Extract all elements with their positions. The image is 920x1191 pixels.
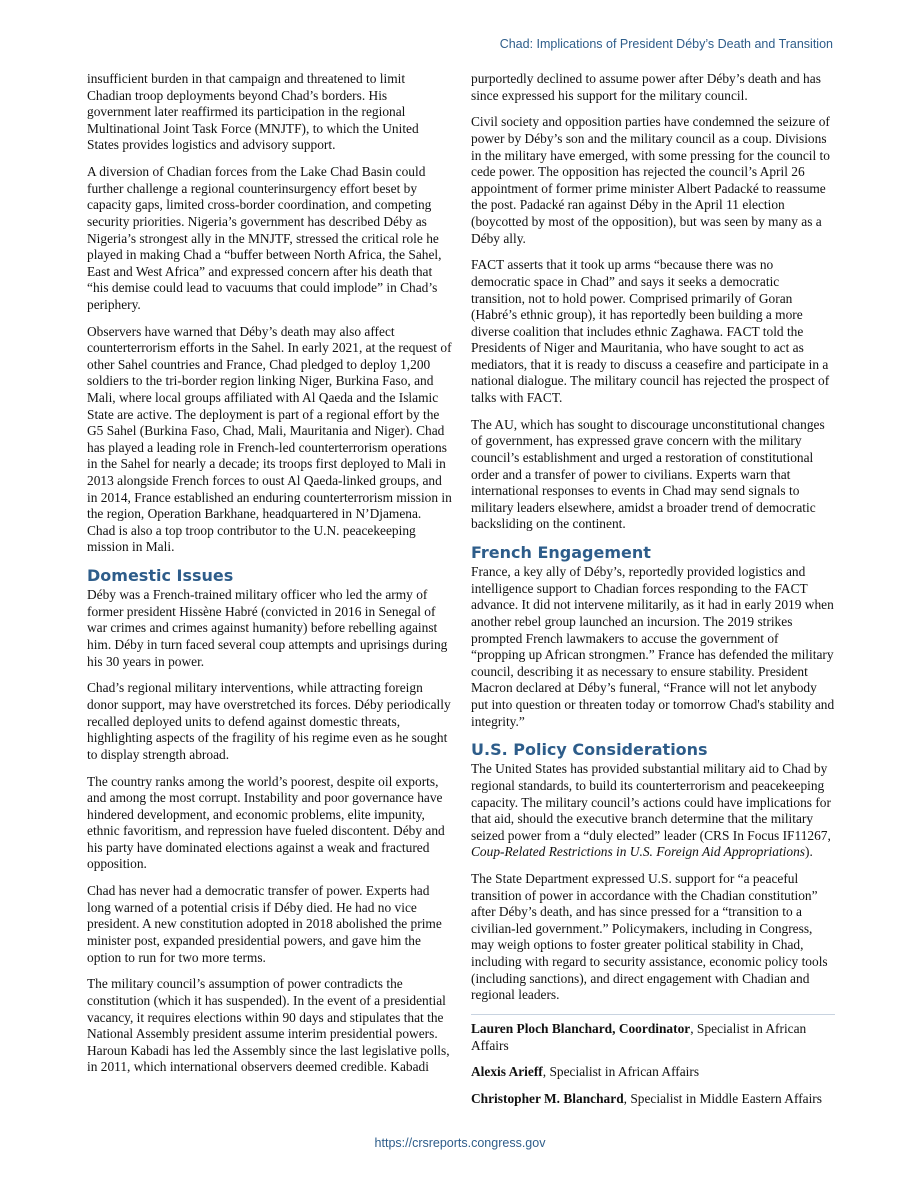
left-column xyxy=(87,71,452,1086)
section-heading-french-engagement: French Engagement xyxy=(471,543,651,563)
author-name: Christopher M. Blanchard xyxy=(471,1091,624,1107)
author-name: Lauren Ploch Blanchard, Coordinator xyxy=(471,1021,691,1036)
paragraph: The State Department expressed U.S. support for “a peaceful transition of power in accordance with the Chadian constitution” after Déby’s death, and has since pressed for a “transition to a civilian-led government.” Policymakers, including in Congress, may weigh options to foster greater political stability in Chad, including with regard to security assistance, economic policy tools (including sanctions), and direct engagement with Chadian and regional leaders. xyxy=(471,871,828,1003)
section-heading-domestic-issues: Domestic Issues xyxy=(87,566,234,586)
paragraph: Civil society and opposition parties have condemned the seizure of power by Déby’s son and the military council as a coup. Divisions in the military have emerged, with some pressing for the council to cede power. The opposition has rejected the council’s April 26 appointment of former prime minister Albert Padacké to reassume the post. Padacké ran against Déby in the April 11 election (boycotted by most of the opposition), but was seen by many as a Déby ally. xyxy=(471,114,830,246)
paragraph: Chad has never had a democratic transfer of power. Experts had long warned of a potential crisis if Déby died. He had no vice president. A new constitution adopted in 2018 abolished the prime minister post, expanded presidential powers, and gave him the option to run for two more terms. xyxy=(87,883,442,965)
paragraph: purportedly declined to assume power after Déby’s death and has since expressed his support for the military council. xyxy=(471,71,821,103)
paragraph: FACT asserts that it took up arms “because there was no democratic space in Chad” and says it seeks a democratic transition, not to hold power. Comprised primarily of Goran (Habré’s ethnic group), it has reportedly been building a more diverse coalition that includes ethnic Zaghawa. FACT told the Presidents of Niger and Mauritania, who have sought to act as mediators, that it is ready to discuss a ceasefire and participate in a national dialogue. The military council has rejected the prospect of talks with FACT. xyxy=(471,257,830,406)
author-role: , Specialist in African Affairs xyxy=(471,1021,807,1053)
author-block xyxy=(471,1014,835,1108)
paragraph: The country ranks among the world’s poorest, despite oil exports, and among the most corrupt. Instability and poor governance have hindered development, and economic problems, elite impunity, ethnic favoritism, and repression have fueled discontent. Déby and his party have dominated elections against a weak and fractured opposition. xyxy=(87,773,445,872)
paragraph-us-aid xyxy=(471,761,835,861)
paragraph: Chad’s regional military interventions, while attracting foreign donor support, may have overstretched its forces. Déby periodically recalled deployed units to defend against domestic threats, highlighting aspects of the fragility of his regime even as he sought to display strength abroad. xyxy=(87,680,451,762)
author-line xyxy=(471,1064,835,1081)
paragraph: A diversion of Chadian forces from the Lake Chad Basin could further challenge a regional counterinsurgency effort beset by capacity gaps, limited cross-border coordination, and competing security priorities. Nigeria’s government has described Déby as Nigeria’s strongest ally in the MNJTF, stressed the critical role he played in making Chad a “buffer between North Africa, the Sahel, East and West Africa” and expressed concern after his death that “his demise could lead to vacuums that could implode” in Chad’s periphery. xyxy=(87,164,442,312)
author-line xyxy=(471,1021,835,1054)
section-heading-us-policy: U.S. Policy Considerations xyxy=(471,740,708,760)
text-run: ). xyxy=(805,844,813,860)
paragraph: Déby was a French-trained military officer who led the army of former president Hissène Habré (convicted in 2016 in Senegal of war crimes and crimes against humanity) before rebelling against him. Déby in turn faced several coup attempts and uprisings during his 30 years in power. xyxy=(87,587,448,669)
author-role: , Specialist in African Affairs xyxy=(542,1064,700,1080)
paragraph: France, a key ally of Déby’s, reportedly provided logistics and intelligence support to Chadian forces responding to the FACT advance. It did not intervene militarily, as it had in early 2019 when another rebel group launched an incursion. The 2019 strikes prompted French lawmakers to accuse the government of “propping up African strongmen.” France has defended the military council, describing it as necessary to ensure stability. President Macron declared at Déby’s funeral, “France will not let anybody put into question or threaten today or tomorrow Chad's stability and integrity.” xyxy=(471,564,835,729)
paragraph: insufficient burden in that campaign and threatened to limit Chadian troop deployments beyond Chad’s borders. His government later reaffirmed its participation in the regional Multinational Joint Task Force (MNJTF), to which the United States provides logistics and advisory support. xyxy=(87,71,419,153)
paragraph: Observers have warned that Déby’s death may also affect counterterrorism efforts in the Sahel. In early 2021, at the request of other Sahel countries and France, Chad pledged to deploy 1,200 soldiers to the tri-border region linking Niger, Burkina Faso, and Mali, where local groups affiliated with Al Qaeda and the Islamic State are active. The deployment is part of a regional effort by the G5 Sahel (Burkina Faso, Chad, Mali, Mauritania and Niger). Chad has played a leading role in French-led counterterrorism operations in the Sahel for nearly a decade; its troops first deployed to Mali in 2013 alongside French forces to oust Al Qaeda-linked groups, and in 2014, France established an enduring counterterrorism mission in the region, Operation Barkhane, headquartered in N’Djamena. Chad is also a top troop contributor to the U.N. peacekeeping mission in Mali. xyxy=(87,323,452,555)
author-name: Alexis Arieff xyxy=(471,1064,543,1080)
report-title-link[interactable]: Coup-Related Restrictions in U.S. Foreign Aid Appropriations xyxy=(471,844,806,860)
paragraph: The AU, which has sought to discourage unconstitutional changes of government, has expressed grave concern with the military council’s establishment and urged a restoration of constitutional order and a transfer of power to civilians. Experts warn that international responses to events in Chad may send signals to military leaders elsewhere, amidst a broader trend of democratic backsliding on the continent. xyxy=(471,416,825,532)
paragraph: The military council’s assumption of power contradicts the constitution (which it has suspended). In the event of a presidential vacancy, it requires elections within 90 days and stipulates that the National Assembly president assume interim presidential powers. Haroun Kabadi has led the Assembly since the last legislative polls, in 2011, which international observers deemed credible. Kabadi xyxy=(87,976,450,1075)
footer-url-link[interactable]: https://crsreports.congress.gov xyxy=(374,1136,546,1150)
text-run: The United States has provided substantial military aid to Chad by regional standards, to build its counterterrorism and peacekeeping capacity. The military council’s actions could have implications for that aid, should the executive branch determine that the military seized power from a “duly elected” leader (CRS In Focus IF11267, xyxy=(471,761,831,843)
running-header: Chad: Implications of President Déby’s Death and Transition xyxy=(499,37,833,51)
author-role: , Specialist in Middle Eastern Affairs xyxy=(623,1091,822,1107)
author-line xyxy=(471,1091,835,1108)
right-column xyxy=(471,71,835,1118)
